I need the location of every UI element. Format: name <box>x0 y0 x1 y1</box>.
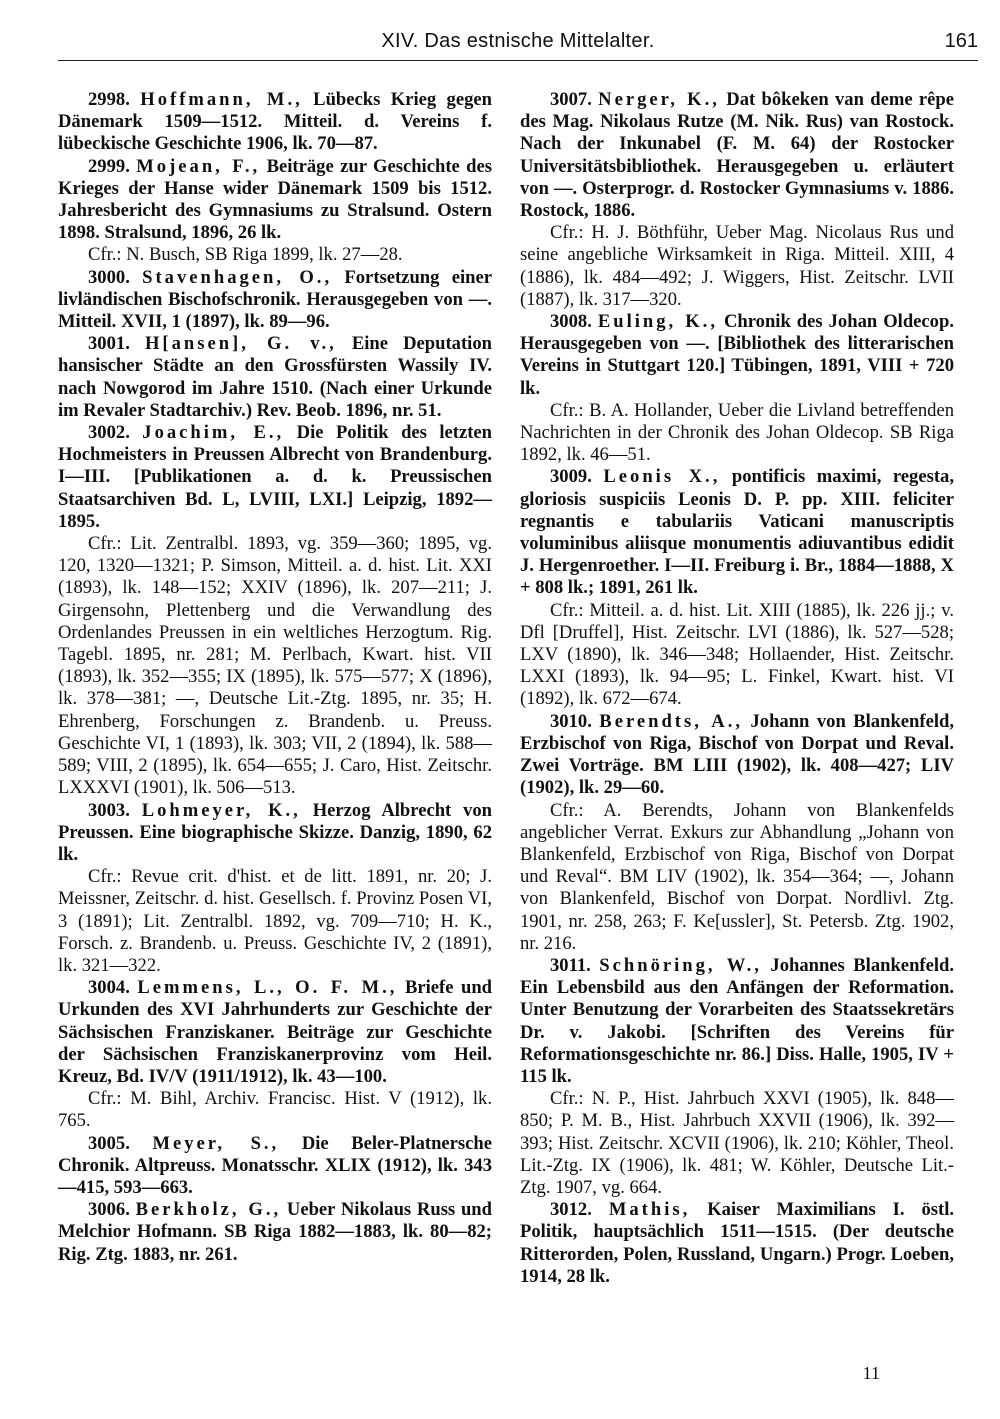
entry-reviews: Cfr.: N. Busch, SB Riga 1899, lk. 27—28. <box>88 244 403 266</box>
entry-author: Mathis, <box>608 1199 691 1221</box>
entry-author: Berendts, A., <box>599 710 744 732</box>
bibliography-entry <box>58 977 492 1132</box>
entry-citation <box>520 955 954 1088</box>
entry-number: 3002. <box>88 422 130 444</box>
bibliography-entry <box>58 89 492 156</box>
entry-author: Leonis X., <box>603 466 721 488</box>
entry-title: Johannes Blankenfeld. Ein Lebensbild aus den Anfängen der Reformation. Unter Benutzung der Vorarbeiten des Staatssekretärs Dr. v. Jakobi. [Schriften des Vereins für Reformationsgeschichte nr. 86.] Diss. Halle, 1905, IV + 115 lk. <box>520 954 955 1087</box>
entry-title: Kaiser Maximilians I. östl. Politik, hauptsächlich 1511—1515. (Der deutsche Ritterorden, Polen, Russland, Ungarn.) Progr. Loeben, 1914, 28 lk. <box>520 1199 955 1287</box>
entry-title: pontificis maximi, regesta, gloriosis suspiciis Leonis D. P. pp. XIII. feliciter regnantis e tabulariis Vaticani manuscriptis voluminibus aliisque monumentis adiuvantibus edidit J. Hergenroether. I—II. Freiburg i. Br., 1884—1888, X + 808 lk.; 1891, 261 lk. <box>520 466 954 599</box>
entry-citation <box>58 977 492 1088</box>
entry-number: 3006. <box>88 1199 130 1221</box>
entry-title: Beiträge zur Geschichte des Krieges der Hanse wider Dänemark 1509 bis 1512. Jahresbericht des Gymnasiums zu Stralsund. Ostern 1898. Stralsund, 1896, 26 lk. <box>58 155 492 244</box>
bibliography-entry <box>520 955 954 1199</box>
entry-citation <box>520 1199 954 1288</box>
entry-citation <box>58 333 492 422</box>
entry-number: 3003. <box>88 799 130 821</box>
entry-author: Berkholz, G., <box>135 1199 282 1221</box>
bibliography-entry <box>520 1199 954 1288</box>
entry-reviews: Cfr.: Mitteil. a. d. hist. Lit. XIII (1885), lk. 226 jj.; v. Dfl [Druffel], Hist. Zeitschr. LVI (1886), lk. 527—528; LXV (1890), lk. 346—348; Hollaender, Hist. Zeitschr. LXXI (1893), lk. 94—95; L. Finkel, Kwart. hist. VI (1892), lk. 672—674. <box>520 599 954 710</box>
entry-author: Nerger, K., <box>598 89 720 110</box>
entry-number: 3010. <box>550 710 592 732</box>
entry-author: Lemmens, L., O. F. M., <box>137 977 398 999</box>
right-column <box>520 89 954 1288</box>
signature-mark: 11 <box>862 1363 880 1383</box>
bibliography-entry <box>520 466 954 710</box>
entry-citation <box>520 711 954 800</box>
entry-number: 3004. <box>88 977 130 999</box>
entry-title: Eine Deputation hansischer Städte an den Grossfürsten Wassily IV. nach Nowgorod im Jahre 1510. (Nach einer Urkunde im Revaler Stadtarchiv.) Rev. Beob. 1896, nr. 51. <box>58 333 492 421</box>
entry-author: Euling, K., <box>597 311 718 333</box>
entry-citation <box>58 422 492 533</box>
bibliography-entry <box>58 1133 492 1200</box>
entry-author: Meyer, S., <box>152 1132 280 1154</box>
running-header <box>58 30 978 70</box>
entry-number: 3012. <box>550 1199 592 1221</box>
entry-title: Die Politik des letzten Hochmeisters in Preussen Albrecht von Brandenburg. I—III. [Publikationen a. d. k. Preussischen Staatsarchiven Bd. L, LVIII, LXI.] Leipzig, 1892—1895. <box>58 422 492 532</box>
entry-number: 3005. <box>88 1132 130 1154</box>
entry-reviews: Cfr.: B. A. Hollander, Ueber die Livland betreffenden Nachrichten in der Chronik des Johan Oldecop. SB Riga 1892, lk. 46—51. <box>520 399 954 466</box>
entry-title: Fortsetzung einer livländischen Bischofschronik. Herausgegeben von —. Mitteil. XVII, 1 (1897), lk. 89—96. <box>58 266 492 333</box>
entry-number: 3008. <box>550 311 592 333</box>
entry-number: 3011. <box>550 954 591 976</box>
entry-author: Joachim, E., <box>142 422 285 444</box>
entry-citation <box>520 466 954 599</box>
entry-reviews: Cfr.: Lit. Zentralbl. 1893, vg. 359—360; 1895, vg. 120, 1320—1321; P. Simson, Mitteil. a. d. hist. Lit. XXI (1893), lk. 148—152; XXIV (1896), lk. 207—211; J. Girgensohn, Plettenberg und die Verwandlung des Ordenlandes Preussen in ein weltliches Herzogtum. Rig. Tagebl. 1895, nr. 281; M. Perlbach, Kwart. hist. VII (1893), lk. 352—355; IX (1895), lk. 575—577; X (1896), lk. 378—381; —, Deutsche Lit.-Ztg. 1895, nr. 35; H. Ehrenberg, Forschungen z. Brandenb. u. Preuss. Geschichte VI, 1 (1893), lk. 303; VII, 2 (1894), lk. 588—589; VIII, 2 (1895), lk. 654—655; J. Caro, Hist. Zeitschr. LXXXVI (1901), lk. 506—513. <box>58 533 492 799</box>
entry-citation <box>58 800 492 867</box>
entry-number: 3000. <box>88 266 130 288</box>
entry-citation <box>58 89 492 156</box>
bibliography-entry <box>520 89 954 311</box>
entry-number: 3007. <box>550 89 592 110</box>
entry-citation <box>58 1199 492 1266</box>
entry-author: Hoffmann, M., <box>140 89 303 110</box>
bibliography-entry <box>58 333 492 422</box>
entry-citation <box>58 156 492 245</box>
entry-number: 2999. <box>88 155 130 177</box>
entry-title: Lübecks Krieg gegen Dänemark 1509—1512. Mitteil. d. Vereins f. lübeckische Geschichte 1906, lk. 70—87. <box>58 89 493 155</box>
running-title: XIV. Das estnische Mittelalter. <box>381 30 655 52</box>
bibliography-entry <box>58 267 492 334</box>
entry-title: Ueber Nikolaus Russ und Melchior Hofmann. SB Riga 1882—1883, lk. 80—82; Rig. Ztg. 1883, nr. 261. <box>58 1199 492 1265</box>
entry-reviews: Cfr.: A. Berendts, Johann von Blankenfelds angeblicher Verrat. Exkurs zur Abhandlung „Johann von Blankenfeld, Erzbischof von Riga, Bischof von Dorpat und Reval“. BM LIV (1902), lk. 354—364; —, Johann von Blankenfeld, Bischof von Dorpat. Nordlivl. Ztg. 1901, nr. 258, 263; F. Ke[ussler], St. Petersb. Ztg. 1902, nr. 216. <box>520 799 954 954</box>
entry-title: Die Beler-Platnersche Chronik. Altpreuss. Monatsschr. XLIX (1912), lk. 343—415, 593—663. <box>58 1132 493 1198</box>
entry-number: 3001. <box>88 333 130 355</box>
entry-reviews: Cfr.: Revue crit. d'hist. et de litt. 1891, nr. 20; J. Meissner, Zeitschr. d. hist. Gesellsch. f. Provinz Posen VI, 3 (1891); Lit. Zentralbl. 1892, vg. 709—710; H. K., Forsch. z. Brandenb. u. Preuss. Geschichte IV, 2 (1891), lk. 321—322. <box>58 866 492 976</box>
bibliography-entry <box>58 422 492 799</box>
entry-author: Mojean, F., <box>136 155 261 177</box>
entry-title: Chronik des Johan Oldecop. Herausgegeben von —. [Bibliothek des litterarischen Vereins in Stuttgart 120.] Tübingen, 1891, VIII + 720 lk. <box>520 311 954 399</box>
entry-title: Dat bôkeken van deme rêpe des Mag. Nikolaus Rutze (M. Nik. Rus) van Rostock. Nach der Inkunabel (F. M. 64) der Rostocker Universitätsbibliothek. Herausgegeben u. erläutert von —. Osterprogr. d. Rostocker Gymnasiums v. 1886. Rostock, 1886. <box>520 89 954 222</box>
entry-author: Stavenhagen, O., <box>142 266 333 288</box>
header-rule <box>58 60 978 61</box>
entry-author: Schnöring, W., <box>599 954 762 976</box>
entry-reviews: Cfr.: H. J. Böthführ, Ueber Mag. Nicolaus Rus und seine angebliche Wirksamkeit in Riga. Mitteil. XIII, 4 (1886), lk. 484—492; J. Wiggers, Hist. Zeitschr. LVII (1887), lk. 317—320. <box>520 222 954 310</box>
entry-title: Johann von Blankenfeld, Erzbischof von Riga, Bischof von Dorpat und Reval. Zwei Vorträge. BM LIII (1902), lk. 408—427; LIV (1902), lk. 29—60. <box>520 710 954 799</box>
left-column <box>58 89 492 1266</box>
entry-number: 3009. <box>550 466 592 488</box>
entry-reviews: Cfr.: M. Bihl, Archiv. Francisc. Hist. V (1912), lk. 765. <box>58 1088 492 1132</box>
entry-title: Herzog Albrecht von Preussen. Eine biographische Skizze. Danzig, 1890, 62 lk. <box>58 799 493 865</box>
bibliography-entry <box>520 711 954 955</box>
bibliography-entry <box>58 800 492 978</box>
entry-citation <box>58 267 492 334</box>
entry-author: Lohmeyer, K., <box>141 799 301 821</box>
entry-citation <box>520 89 954 222</box>
bibliography-entry <box>520 311 954 466</box>
entry-citation <box>520 311 954 400</box>
entry-reviews: Cfr.: N. P., Hist. Jahrbuch XXVI (1905), lk. 848—850; P. M. B., Hist. Jahrbuch XXVII (1906), lk. 392—393; Hist. Zeitschr. XCVII (1906), lk. 210; Köhler, Theol. Lit.-Ztg. IX (1906), lk. 481; W. Köhler, Deutsche Lit.-Ztg. 1907, vg. 664. <box>520 1088 954 1198</box>
bibliography-entry <box>58 156 492 267</box>
entry-title: Briefe und Urkunden des XVI Jahrhunderts zur Geschichte der Sächsischen Franziskaner. Beiträge zur Geschichte der Sächsischen Franziskanerprovinz vom Heil. Kreuz, Bd. IV/V (1911/1912), lk. 43—100. <box>58 977 492 1087</box>
entry-author: H[ansen], G. v., <box>144 333 337 355</box>
page-number: 161 <box>944 30 978 52</box>
entry-citation <box>58 1133 492 1200</box>
entry-number: 2998. <box>88 89 130 110</box>
bibliography-entry <box>58 1199 492 1266</box>
